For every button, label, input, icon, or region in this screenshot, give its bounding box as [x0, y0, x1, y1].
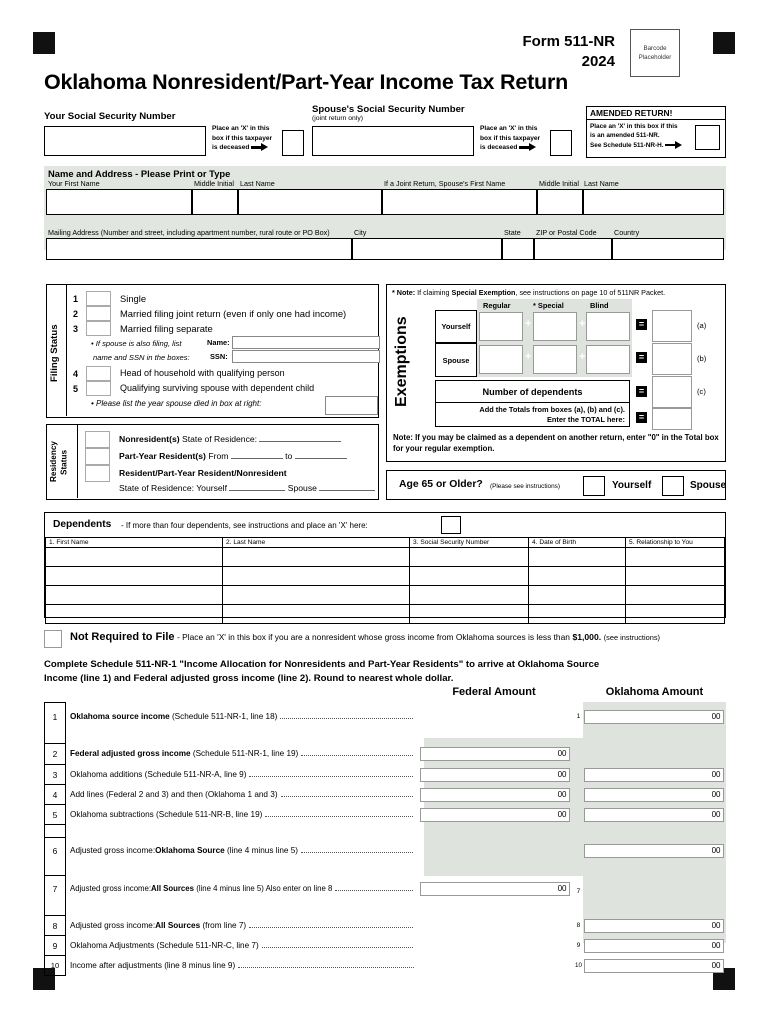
- line-description-7: [66, 876, 418, 903]
- exemption-spouse-regular-input[interactable]: [479, 345, 523, 374]
- exemption-total-a-input[interactable]: [652, 310, 692, 342]
- leader-dots: [265, 816, 413, 817]
- line-7-bold: All Sources: [151, 883, 194, 893]
- oklahoma-amount-input-3[interactable]: [584, 768, 724, 782]
- oklahoma-row-label-7: 7: [576, 887, 581, 895]
- line-number-1: 1: [45, 703, 66, 732]
- line-6-pre: Adjusted gross income:: [70, 845, 156, 855]
- leader-dots: [301, 852, 413, 853]
- first-name-input[interactable]: [46, 189, 192, 215]
- line-number-4: 4: [45, 785, 66, 805]
- middle-initial-input[interactable]: [192, 189, 238, 215]
- zip-label: ZIP or Postal Code: [536, 228, 597, 237]
- exemptions-panel: [386, 284, 726, 462]
- not-required-see-instructions: (see instructions): [603, 633, 660, 642]
- spouse-middle-initial-input[interactable]: [537, 189, 583, 215]
- spouse-ssn-label: Spouse's Social Security Number: [312, 104, 465, 115]
- year-spouse-died-note: • Please list the year spouse died in box at right:: [91, 399, 262, 408]
- exemption-yourself-blind-input[interactable]: [586, 312, 630, 341]
- form-year: 2024: [581, 53, 615, 71]
- arrow-icon: [251, 145, 268, 150]
- spouse-deceased-note: Place an 'X' in this box if this taxpayer is deceased: [480, 125, 541, 152]
- exemptions-row-yourself-label-cell: [435, 310, 477, 343]
- oklahoma-amount-header: Oklahoma Amount: [605, 686, 704, 698]
- table-row: [46, 586, 725, 605]
- schedule-note-line-1: Complete Schedule 511-NR-1 "Income Allocation for Nonresidents and Part-Year Residents" to arrive at Oklahoma Source: [44, 659, 600, 670]
- spouse-name-label: Name:: [207, 338, 230, 347]
- exemptions-column-blind: Blind: [590, 301, 609, 310]
- filing-status-label-2: Married filing joint return (even if only one had income): [120, 308, 347, 319]
- equals-icon: =: [636, 412, 647, 423]
- your-ssn-label: Your Social Security Number: [44, 111, 176, 122]
- last-name-input[interactable]: [238, 189, 382, 215]
- residency-checkbox-partyear[interactable]: [85, 448, 110, 465]
- filing-status-checkbox-2[interactable]: [86, 306, 111, 321]
- special-exemption-note: * Note: If claiming Special Exemption, see instructions on page 10 of 511NR Packet.: [392, 288, 666, 297]
- spouse-ssn-label-filing: SSN:: [210, 352, 228, 361]
- dependent-1-relationship[interactable]: [626, 548, 725, 567]
- leader-dots: [238, 967, 413, 968]
- your-ssn-input[interactable]: [44, 126, 206, 156]
- residency-checkbox-combined[interactable]: [85, 465, 110, 482]
- arrow-icon: [519, 145, 536, 150]
- oklahoma-amount-input-1[interactable]: [584, 710, 724, 724]
- residency-combined-detail: [119, 483, 375, 493]
- oklahoma-row-label-1: 1: [576, 713, 581, 721]
- exemption-total-cell: [435, 403, 630, 427]
- spouse-first-name-label: If a Joint Return, Spouse's First Name: [384, 179, 506, 188]
- cents-3-fed: 00: [557, 769, 567, 779]
- dependent-3-last-name[interactable]: [223, 586, 410, 605]
- filing-status-panel: [46, 284, 379, 418]
- amended-return-box: [586, 106, 726, 158]
- exemptions-row-yourself: Yourself: [441, 322, 471, 331]
- dependents-table: [45, 537, 725, 624]
- exemption-spouse-special-input[interactable]: [533, 345, 577, 374]
- spacer-num: [45, 902, 66, 916]
- line-6-rest: (line 4 minus line 5): [227, 845, 299, 855]
- cents-2-fed: 00: [557, 749, 567, 758]
- exemption-letter-a: (a): [697, 321, 707, 330]
- filing-status-checkbox-1[interactable]: [86, 291, 111, 306]
- leader-dots: [249, 927, 413, 928]
- dependent-4-relationship[interactable]: [626, 605, 725, 624]
- federal-cell-7: [418, 876, 572, 903]
- amended-return-checkbox[interactable]: [695, 125, 720, 150]
- schedule-note: [44, 658, 734, 686]
- spouse-deceased-checkbox[interactable]: [550, 130, 572, 156]
- plus-icon: +: [525, 351, 532, 363]
- dependent-3-dob[interactable]: [529, 586, 626, 605]
- exemption-letter-c: (c): [697, 387, 706, 396]
- leader-dots: [249, 776, 413, 777]
- dependent-1-first-name[interactable]: [46, 548, 223, 567]
- exemption-total-c-input[interactable]: [652, 376, 692, 408]
- not-required-heading: Not Required to File: [70, 631, 175, 643]
- age-65-spouse-checkbox[interactable]: [662, 476, 684, 496]
- oklahoma-amount-input-4[interactable]: [584, 788, 724, 802]
- dependent-2-last-name[interactable]: [223, 567, 410, 586]
- cents-6-ok: 00: [711, 845, 721, 855]
- residency-partyear-from: From: [208, 451, 229, 461]
- filing-status-checkbox-4[interactable]: [86, 366, 111, 381]
- dependents-col-first-name: 1. First Name: [46, 538, 223, 548]
- registration-mark-top-right: [713, 32, 735, 54]
- line-description-8: [66, 916, 418, 936]
- federal-amount-input-7[interactable]: [420, 882, 570, 896]
- not-required-to-file-checkbox[interactable]: [44, 630, 62, 648]
- residency-nonresident-bold: Nonresident(s): [119, 434, 180, 444]
- table-row: [46, 567, 725, 586]
- spouse-last-name-input[interactable]: [583, 189, 724, 215]
- zip-input[interactable]: [534, 238, 612, 260]
- spacer-num: [45, 825, 66, 838]
- dependent-1-dob[interactable]: [529, 548, 626, 567]
- line-4-rest: Add lines (Federal 2 and 3) and then (Oklahoma 1 and 3): [70, 789, 278, 799]
- arrow-icon: [665, 142, 682, 147]
- mailing-address-input[interactable]: [46, 238, 352, 260]
- spacer-desc: [66, 825, 418, 838]
- equals-icon: =: [636, 352, 647, 363]
- cents-10-ok: 00: [711, 960, 721, 970]
- residency-state-input[interactable]: [259, 441, 341, 442]
- form-identifier: [430, 32, 615, 73]
- dependent-3-relationship[interactable]: [626, 586, 725, 605]
- line-description-3: [66, 765, 418, 785]
- divider: [77, 425, 78, 498]
- leader-dots: [262, 947, 413, 948]
- exemption-total-line-1: Add the Totals from boxes (a), (b) and (c).: [479, 405, 625, 414]
- dependent-4-last-name[interactable]: [223, 605, 410, 624]
- exemptions-note-bold: Note:: [393, 433, 413, 442]
- filing-status-label-3: Married filing separate: [120, 323, 213, 334]
- spouse-filing-note-line-2: name and SSN in the boxes:: [93, 353, 190, 362]
- oklahoma-amount-input-9[interactable]: [584, 939, 724, 953]
- oklahoma-row-label-9: 9: [576, 942, 581, 949]
- oklahoma-row-label-10: 10: [575, 962, 582, 969]
- spacer-num: [45, 731, 66, 744]
- age-65-yourself-label: Yourself: [612, 480, 652, 491]
- oklahoma-cell-10: [572, 956, 726, 976]
- residency-yourself-state-input[interactable]: [229, 490, 285, 491]
- filing-status-checkbox-5[interactable]: [86, 381, 111, 396]
- federal-cell-8: [418, 916, 572, 936]
- line-description-4: [66, 785, 418, 805]
- age-65-panel: [386, 470, 726, 500]
- special-exemption-note-prefix: * Note:: [392, 288, 416, 297]
- age-65-sublabel: (Please see instructions): [490, 483, 560, 490]
- line-number-5: 5: [45, 805, 66, 825]
- spacer-desc: [66, 902, 418, 916]
- dependent-2-ssn[interactable]: [410, 567, 529, 586]
- line-2-bold: Federal adjusted gross income: [70, 749, 191, 758]
- leader-dots: [335, 890, 413, 891]
- oklahoma-amount-input-5[interactable]: [584, 808, 724, 822]
- schedule-note-line-2: Income (line 1) and Federal adjusted gross income (line 2). Round to nearest whole dollar.: [44, 672, 454, 684]
- filing-status-label-5: Qualifying surviving spouse with dependent child: [120, 383, 315, 393]
- line-number-10: 10: [45, 956, 66, 976]
- line-7-pre: Adjusted gross income:: [70, 883, 152, 893]
- spouse-ssn-input-filing[interactable]: [232, 350, 380, 363]
- plus-icon: +: [579, 318, 586, 330]
- middle-initial-label: Middle Initial: [194, 179, 234, 188]
- registration-mark-top-left: [33, 32, 55, 54]
- partyear-from-input[interactable]: [231, 458, 283, 459]
- line-10-rest: Income after adjustments (line 8 minus line 9): [70, 960, 236, 970]
- exemptions-dependent-note: [393, 433, 719, 455]
- barcode-line-1: Barcode: [643, 44, 667, 52]
- dependents-col-relationship: 5. Relationship to You: [626, 538, 725, 548]
- dependent-2-first-name[interactable]: [46, 567, 223, 586]
- cents-4-ok: 00: [711, 789, 721, 799]
- dependents-col-ssn: 3. Social Security Number: [410, 538, 529, 548]
- exemption-letter-b: (b): [697, 354, 707, 363]
- residency-nonresident-rest: State of Residence:: [182, 434, 258, 444]
- residency-vertical-label: Residency Status: [49, 441, 69, 483]
- plus-icon: +: [579, 351, 586, 363]
- cents-8-ok: 00: [711, 920, 721, 930]
- line-8-rest: (from line 7): [202, 920, 247, 930]
- form-number: Form 511-NR: [522, 33, 615, 50]
- table-row: [46, 548, 725, 567]
- residency-partyear-bold: Part-Year Resident(s): [119, 451, 206, 461]
- age-65-label: Age 65 or Older?: [399, 479, 483, 490]
- filing-status-number-2: 2: [73, 309, 79, 319]
- exemption-spouse-blind-input[interactable]: [586, 345, 630, 374]
- barcode-line-2: Placeholder: [638, 54, 672, 61]
- line-1-bold: Oklahoma source income: [70, 711, 170, 721]
- exemptions-column-special: * Special: [533, 301, 564, 310]
- dependent-1-last-name[interactable]: [223, 548, 410, 567]
- spouse-filing-note-line-1: • If spouse is also filing, list: [91, 339, 182, 348]
- plus-icon: +: [525, 318, 532, 330]
- federal-cell-10: [418, 956, 572, 976]
- line-9-rest: Oklahoma Adjustments (Schedule 511-NR-C, line 7): [70, 940, 259, 950]
- income-lines-section: [44, 702, 726, 976]
- divider: [66, 285, 67, 416]
- residency-combined-yourself-label: State of Residence: Yourself: [119, 483, 227, 493]
- spouse-ssn-sublabel: (joint return only): [312, 115, 363, 122]
- age-65-yourself-checkbox[interactable]: [583, 476, 605, 496]
- city-input[interactable]: [352, 238, 502, 260]
- exemption-total-line-2: Enter the TOTAL here:: [546, 414, 625, 424]
- not-required-amount: $1,000.: [572, 632, 602, 642]
- state-label: State: [504, 228, 521, 237]
- line-6-bold: Oklahoma Source: [155, 845, 225, 855]
- cents-5-ok: 00: [711, 809, 721, 819]
- federal-cell-1: [418, 703, 572, 732]
- leader-dots: [281, 796, 413, 797]
- oklahoma-amount-input-6[interactable]: [584, 844, 724, 858]
- filing-status-number-4: 4: [73, 369, 79, 379]
- dependent-3-first-name[interactable]: [46, 586, 223, 605]
- line-8-pre: Adjusted gross income:: [70, 920, 156, 930]
- your-deceased-note: Place an 'X' in this box if this taxpayer is deceased: [212, 125, 273, 152]
- line-5-rest: Oklahoma subtractions (Schedule 511-NR-B, line 19): [70, 809, 263, 819]
- exemptions-vertical-label: Exemptions: [393, 316, 410, 408]
- spouse-ssn-input[interactable]: [312, 126, 474, 156]
- residency-spouse-state-input[interactable]: [319, 490, 375, 491]
- exemption-yourself-special-input[interactable]: [533, 312, 577, 341]
- line-1-rest: (Schedule 511-NR-1, line 18): [171, 711, 278, 721]
- exemption-yourself-regular-input[interactable]: [479, 312, 523, 341]
- last-name-label: Last Name: [240, 179, 275, 188]
- dependent-3-ssn[interactable]: [410, 586, 529, 605]
- leader-dots: [280, 718, 413, 719]
- oklahoma-row-label-8: 8: [576, 922, 581, 929]
- your-deceased-checkbox[interactable]: [282, 130, 304, 156]
- federal-cell-9: [418, 936, 572, 956]
- line-number-6: 6: [45, 838, 66, 865]
- amended-return-heading: AMENDED RETURN!: [587, 107, 725, 120]
- name-address-section: [44, 166, 726, 250]
- residency-option-partyear: [119, 451, 347, 461]
- dependent-4-dob[interactable]: [529, 605, 626, 624]
- residency-status-panel: [46, 424, 379, 500]
- line-3-rest: Oklahoma additions (Schedule 511-NR-A, line 9): [70, 769, 247, 779]
- equals-icon: =: [636, 319, 647, 330]
- filing-status-number-5: 5: [73, 384, 79, 394]
- cents-5-fed: 00: [557, 809, 567, 819]
- filing-status-label-4: Head of household with qualifying person: [120, 368, 285, 378]
- line-description-5: [66, 805, 418, 825]
- first-name-label: Your First Name: [48, 179, 100, 188]
- equals-icon: =: [636, 386, 647, 397]
- page-title: Oklahoma Nonresident/Part-Year Income Tax Return: [44, 70, 569, 94]
- cents-4-fed: 00: [557, 789, 567, 799]
- table-row: [46, 605, 725, 624]
- line-description-1: [66, 703, 418, 732]
- spacer-fed: [418, 902, 572, 916]
- mailing-address-label: Mailing Address (Number and street, including apartment number, rural route or PO Box): [48, 228, 330, 237]
- federal-amount-input-4[interactable]: [420, 788, 570, 802]
- residency-checkbox-nonresident[interactable]: [85, 431, 110, 448]
- leader-dots: [301, 755, 413, 756]
- filing-status-vertical-label: Filing Status: [49, 324, 60, 382]
- dependent-1-ssn[interactable]: [410, 548, 529, 567]
- filing-status-label-1: Single: [120, 293, 147, 304]
- number-of-dependents-cell: [435, 380, 630, 403]
- spacer-desc: [66, 864, 418, 876]
- spouse-last-name-label: Last Name: [584, 179, 619, 188]
- exemption-total-b-input[interactable]: [652, 343, 692, 375]
- oklahoma-cell-9: [572, 936, 726, 956]
- oklahoma-amount-input-8[interactable]: [584, 919, 724, 933]
- exemptions-note-text: If you may be claimed as a dependent on another return, enter "0" in the Total box for your regular exemption.: [393, 433, 719, 453]
- residency-option-nonresident: [119, 434, 341, 444]
- exemption-grand-total-input[interactable]: [652, 408, 692, 430]
- spouse-first-name-input[interactable]: [382, 189, 537, 215]
- filing-status-number-3: 3: [73, 324, 79, 334]
- line-description-6: [66, 838, 418, 865]
- filing-status-number-1: 1: [73, 294, 79, 304]
- dependent-2-dob[interactable]: [529, 567, 626, 586]
- line-number-9: 9: [45, 936, 66, 956]
- dependents-col-last-name: 2. Last Name: [223, 538, 410, 548]
- federal-amount-input-5[interactable]: [420, 808, 570, 822]
- state-input[interactable]: [502, 238, 534, 260]
- dependents-heading: Dependents: [53, 519, 112, 530]
- exemptions-column-regular: Regular: [483, 301, 511, 310]
- barcode-placeholder: [630, 29, 680, 77]
- spacer-num: [45, 864, 66, 876]
- cents-3-ok: 00: [711, 769, 721, 779]
- cents-9-ok: 00: [711, 940, 721, 950]
- line-number-2: 2: [45, 744, 66, 765]
- dependents-panel: [44, 512, 726, 618]
- line-number-8: 8: [45, 916, 66, 936]
- line-description-9: [66, 936, 418, 956]
- line-7-rest: (line 4 minus line 5) Also enter on line 8: [196, 883, 333, 893]
- federal-amount-input-3[interactable]: [420, 768, 570, 782]
- oklahoma-column-shade: [583, 702, 726, 943]
- dependents-col-dob: 4. Date of Birth: [529, 538, 626, 548]
- spouse-name-input[interactable]: [232, 336, 380, 349]
- exemptions-row-spouse-label-cell: [435, 343, 477, 377]
- oklahoma-amount-input-10[interactable]: [584, 959, 724, 973]
- partyear-to-input[interactable]: [295, 458, 347, 459]
- residency-combined-spouse-label: Spouse: [287, 483, 317, 493]
- not-required-body: - Place an 'X' in this box if you are a nonresident whose gross income from Oklahoma sources is less than: [177, 632, 570, 642]
- federal-amount-header: Federal Amount: [452, 686, 536, 698]
- dependents-header-row: [46, 538, 725, 548]
- line-number-3: 3: [45, 765, 66, 785]
- country-input[interactable]: [612, 238, 724, 260]
- age-65-spouse-label: Spouse: [690, 480, 727, 491]
- residency-option-combined: Resident/Part-Year Resident/Nonresident: [119, 468, 287, 478]
- line-description-10: [66, 956, 418, 976]
- income-row-10: [45, 956, 726, 976]
- not-required-to-file-text: [70, 630, 726, 645]
- year-spouse-died-input[interactable]: [325, 396, 378, 415]
- spouse-middle-initial-label: Middle Initial: [539, 179, 579, 188]
- dependents-note: - If more than four dependents, see instructions and place an 'X' here:: [121, 521, 368, 530]
- dependent-4-first-name[interactable]: [46, 605, 223, 624]
- country-label: Country: [614, 228, 640, 237]
- federal-amount-input-2[interactable]: [420, 747, 570, 761]
- line-2-rest: (Schedule 511-NR-1, line 19): [192, 749, 299, 758]
- name-address-heading: Name and Address - Please Print or Type: [48, 168, 231, 179]
- line-8-bold: All Sources: [155, 920, 201, 930]
- amended-return-note: Place an 'X' in this box if this is an amended 511-NR. See Schedule 511-NR-H.: [590, 122, 688, 150]
- dependent-4-ssn[interactable]: [410, 605, 529, 624]
- line-description-2: [66, 744, 418, 765]
- dependent-2-relationship[interactable]: [626, 567, 725, 586]
- exemptions-row-spouse: Spouse: [442, 356, 470, 365]
- number-of-dependents-label: Number of dependents: [482, 387, 583, 397]
- line-number-7: 7: [45, 876, 66, 903]
- city-label: City: [354, 228, 367, 237]
- cents-7-fed: 00: [557, 883, 567, 893]
- cents-1: 00: [711, 711, 721, 721]
- dependents-more-checkbox[interactable]: [441, 516, 461, 534]
- income-row-9: [45, 936, 726, 956]
- spacer-desc: [66, 731, 418, 744]
- filing-status-checkbox-3[interactable]: [86, 321, 111, 336]
- residency-partyear-to: to: [285, 451, 293, 461]
